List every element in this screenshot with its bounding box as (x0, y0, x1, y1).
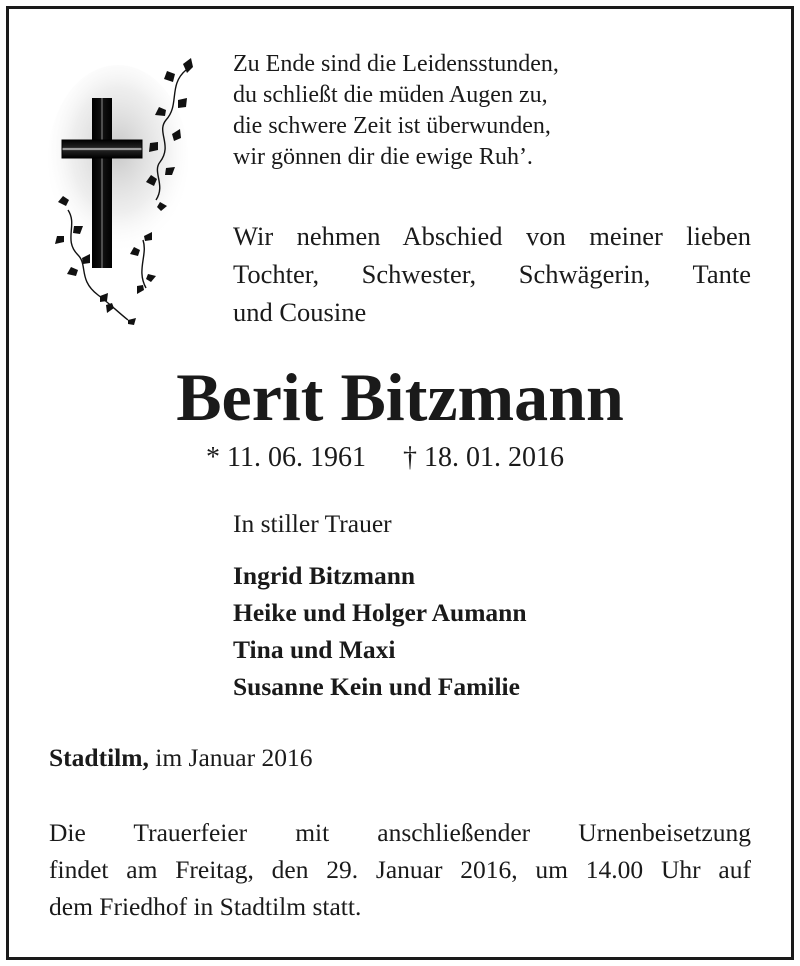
poem-verse (233, 49, 559, 173)
mourner-name: Heike und Holger Aumann (233, 598, 527, 627)
place-date: im Januar 2016 (155, 743, 313, 772)
service-line: Die Trauerfeier mit anschließender Urnenbeisetzung (49, 818, 751, 847)
mourning-lead: In stiller Trauer (233, 509, 392, 538)
service-line: findet am Freitag, den 29. Januar 2016, um 14.00 Uhr auf (49, 855, 751, 884)
death-date: † 18. 01. 2016 (402, 442, 564, 473)
farewell-line: Wir nehmen Abschied von meiner lieben (233, 221, 751, 251)
service-line: dem Friedhof in Stadtilm statt. (49, 892, 362, 921)
deceased-name: Berit Bitzmann (176, 359, 624, 435)
mourner-name: Tina und Maxi (233, 635, 396, 664)
poem-line: die schwere Zeit ist überwunden, (233, 113, 551, 139)
mourner-name: Ingrid Bitzmann (233, 561, 416, 590)
mourners-list (233, 557, 527, 705)
place-and-date (49, 740, 313, 776)
poem-line: Zu Ende sind die Leidensstunden, (233, 51, 559, 77)
farewell-line: und Cousine (233, 297, 367, 327)
poem-line: du schließt die müden Augen zu, (233, 82, 548, 108)
farewell-text (233, 217, 751, 331)
poem-line: wir gönnen dir die ewige Ruh’. (233, 144, 533, 170)
farewell-line: Tochter, Schwester, Schwägerin, Tante (233, 259, 751, 289)
cross-with-ivy-icon (48, 50, 198, 325)
mourner-name: Susanne Kein und Familie (233, 672, 520, 701)
service-notice (49, 814, 751, 925)
life-dates (206, 440, 564, 476)
birth-date: * 11. 06. 1961 (206, 442, 366, 473)
place-city: Stadtilm, (49, 743, 149, 772)
